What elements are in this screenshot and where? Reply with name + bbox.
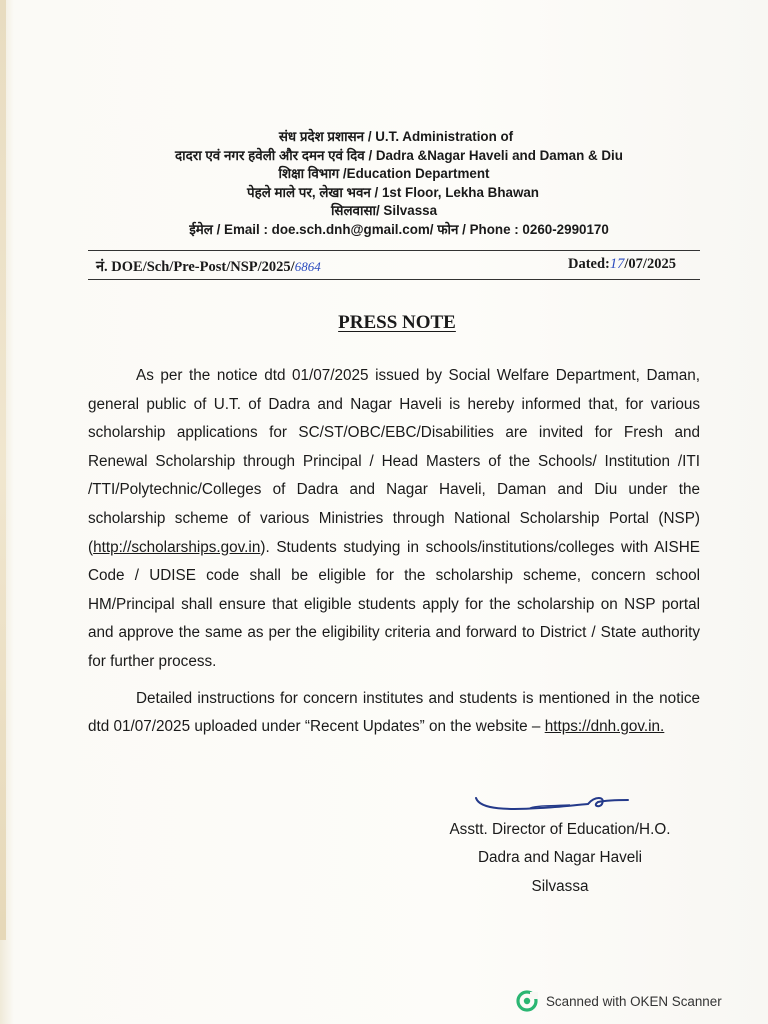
- letterhead: [0, 128, 768, 240]
- header-rule-bottom: [88, 279, 700, 280]
- dated-label: Dated:: [568, 256, 610, 272]
- letterhead-line-address: पेहले माले पर, लेखा भवन / 1st Floor, Lekha Bhawan: [247, 184, 539, 200]
- letterhead-line-department: शिक्षा विभाग /Education Department: [278, 166, 490, 182]
- letterhead-line-territory: दादरा एवं नगर हवेली और दमन एवं दिव / Dadra &Nagar Haveli and Daman & Diu: [175, 147, 623, 163]
- paragraph-notice-text-end: ). Students studying in schools/institutions/colleges with AISHE Code / UDISE code shall be eligible for the scholarship scheme, concern school HM/Principal shall ensure that eligible students apply for the scholarship on NSP portal and approve the same as per the eligibility criteria and forward to District / State authority for further process.: [88, 538, 700, 670]
- scanner-watermark: [516, 990, 722, 1012]
- page-title: [0, 312, 768, 334]
- paragraph-notice: [88, 362, 700, 677]
- handwritten-signature: [470, 788, 630, 818]
- header-rule-top: [88, 250, 700, 251]
- letterhead-line-city: सिलवासा/ Silvassa: [330, 203, 438, 219]
- nsp-portal-link[interactable]: http://scholarships.gov.in: [93, 538, 261, 556]
- dated-field: [568, 256, 676, 273]
- press-note-body: [88, 362, 700, 742]
- paragraph-notice-text: As per the notice dtd 01/07/2025 issued by Social Welfare Department, Daman, general public of U.T. of Dadra and Nagar Haveli is hereby informed that, for various scholarship applications for SC/ST/OBC/EBC/Disabilities are invited for Fresh and Renewal Scholarship through Principal / Head Masters of the Schools/ Institution /ITI /TTI/Polytechnic/Colleges of Dadra and Nagar Haveli, Daman and Diu under the scholarship scheme of various Ministries through National Scholarship Portal (NSP) (: [88, 367, 700, 556]
- signatory-city: Silvassa: [531, 877, 589, 895]
- letterhead-line-contact: ईमेल / Email : doe.sch.dnh@gmail.com/ फोन / Phone : 0260-2990170: [189, 221, 609, 237]
- signatory-region: Dadra and Nagar Haveli: [477, 849, 643, 867]
- paragraph-instructions-text: Detailed instructions for concern institutes and students is mentioned in the notice dtd 01/07/2025 uploaded under “Recent Updates” on the website –: [88, 689, 700, 736]
- press-note-title: PRESS NOTE: [338, 312, 456, 333]
- scanner-watermark-text: Scanned with OKEN Scanner: [546, 993, 722, 1009]
- handwritten-reference-number: 6864: [294, 259, 321, 274]
- reference-number: [96, 256, 321, 276]
- website-link[interactable]: https://dnh.gov.in.: [544, 718, 665, 736]
- oken-scanner-logo-icon: [516, 990, 538, 1012]
- reference-prefix: नं. DOE/Sch/Pre-Post/NSP/2025/: [96, 259, 295, 275]
- signatory-designation: Asstt. Director of Education/H.O.: [449, 821, 671, 838]
- dated-month-year: /07/2025: [624, 256, 676, 272]
- paragraph-instructions: [88, 685, 700, 742]
- handwritten-date-day: 17: [609, 256, 625, 272]
- letterhead-line-administration: संध प्रदेश प्रशासन / U.T. Administration of: [278, 129, 514, 144]
- signatory-block: [430, 816, 690, 901]
